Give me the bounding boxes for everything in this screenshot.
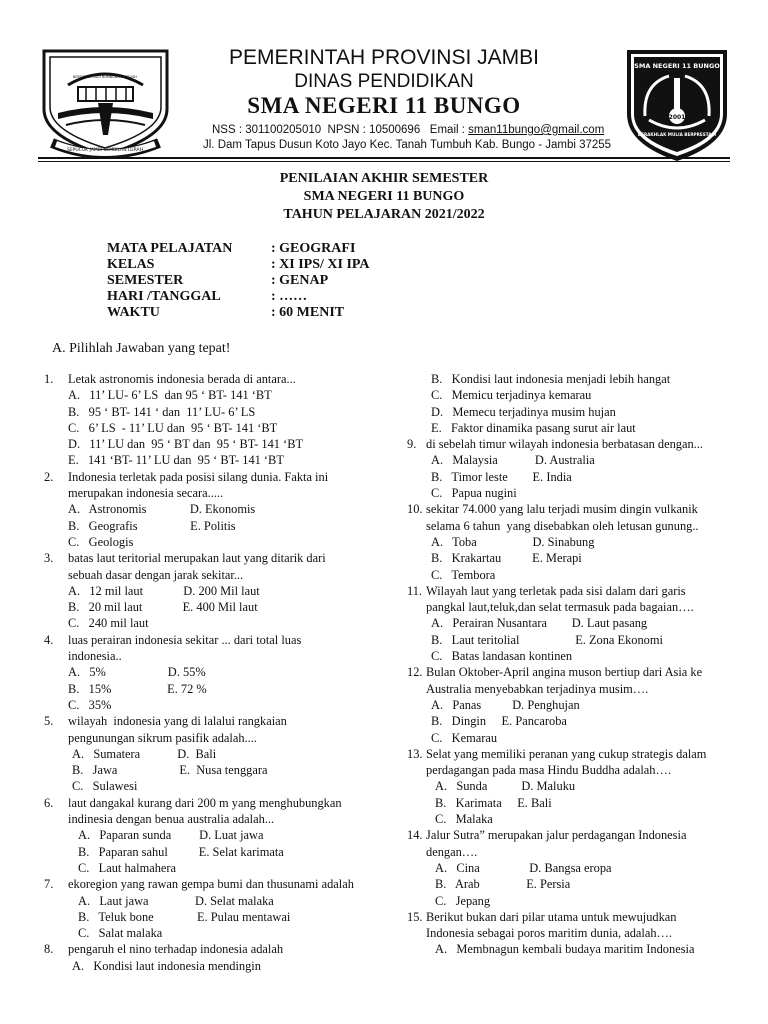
- line-text: A. Sumatera D. Bali: [72, 746, 217, 761]
- line-text: C. Kemarau: [431, 730, 498, 745]
- line-text: C. Salat malaka: [78, 926, 163, 941]
- line-text: B. Kondisi laut indonesia menjadi lebih hangat: [431, 372, 671, 386]
- exam-school: SMA NEGERI 11 BUNGO: [303, 189, 465, 204]
- crest-caption-text: BERSANSIK DATI BUMBUNG BERTUAH: [73, 75, 137, 79]
- question-number: 9.: [407, 437, 417, 452]
- line-text: Jalur Sutra” merupakan jalur perdagangan Indonesia: [426, 828, 687, 843]
- answer-line: [407, 778, 747, 794]
- question-line: [407, 909, 747, 925]
- question-line: [44, 713, 384, 729]
- answer-line: [44, 387, 384, 403]
- answer-line: [407, 713, 747, 729]
- answer-line: [44, 909, 384, 925]
- answer-line: [44, 436, 384, 452]
- line-text: A. Toba D. Sinabung: [431, 534, 595, 549]
- line-text: batas laut teritorial merupakan laut yang ditarik dari: [68, 551, 326, 566]
- meta-row: [107, 273, 370, 289]
- line-text: D. 11’ LU dan 95 ‘ BT dan 95 ‘ BT- 141 ‘BT: [68, 437, 304, 452]
- answer-line: [44, 599, 384, 615]
- meta-key: SEMESTER: [107, 273, 184, 288]
- line-text: di sebelah timur wilayah indonesia berbatasan dengan...: [426, 437, 703, 452]
- emblem-title-text: SMA NEGERI 11 BUNGO: [634, 62, 720, 70]
- meta-row: [107, 289, 370, 305]
- question-line: [44, 876, 384, 892]
- question-number: 6.: [44, 795, 54, 810]
- line-text: E. Faktor dinamika pasang surut air laut: [431, 420, 636, 435]
- line-text: dengan….: [426, 844, 478, 859]
- line-text: E. 141 ‘BT- 11’ LU dan 95 ‘ BT- 141 ‘BT: [68, 453, 284, 468]
- question-line: [407, 746, 747, 762]
- question-number: 11.: [407, 583, 423, 598]
- line-text: luas perairan indonesia sekitar ... dari total luas: [68, 632, 302, 647]
- meta-value: : GENAP: [271, 273, 329, 288]
- answer-line: [407, 567, 747, 583]
- question-number: 7.: [44, 877, 54, 892]
- question-line: [407, 827, 747, 843]
- answer-line: [44, 762, 384, 778]
- line-text: C. Sulawesi: [72, 779, 138, 794]
- answer-line: [44, 583, 384, 599]
- line-text: indonesia..: [68, 649, 122, 664]
- line-text: Berikut bukan dari pilar utama untuk mewujudkan: [426, 909, 677, 924]
- answer-line: [44, 567, 384, 583]
- question-number: 14.: [407, 828, 423, 843]
- answer-line: [44, 420, 384, 436]
- line-text: C. Malaka: [435, 812, 493, 827]
- crest-motto-text: SEPUCUK JAMBI SEMBILAN LURAH: [66, 148, 144, 153]
- answer-line: [407, 844, 747, 860]
- answer-line: [407, 518, 747, 534]
- line-text: B. Laut teritolial E. Zona Ekonomi: [431, 632, 663, 647]
- section-instruction: A. Pilihlah Jawaban yang tepat!: [52, 341, 231, 356]
- question-number: 3.: [44, 551, 54, 566]
- question-number: 10.: [407, 502, 423, 517]
- line-text: C. 35%: [68, 697, 112, 712]
- line-text: B. Krakartau E. Merapi: [431, 551, 582, 566]
- exam-year: TAHUN PELAJARAN 2021/2022: [283, 207, 485, 222]
- line-text: A. Panas D. Penghujan: [431, 697, 580, 712]
- meta-key: WAKTU: [107, 305, 160, 320]
- answer-line: [44, 664, 384, 680]
- line-text: A. Paparan sunda D. Luat jawa: [78, 828, 264, 843]
- line-text: sekitar 74.000 yang lalu terjadi musim dingin vulkanik: [426, 502, 698, 517]
- question-line: [44, 371, 384, 387]
- line-text: selama 6 tahun yang disebabkan oleh letusan gunung..: [426, 518, 699, 533]
- contact-ids: NSS : 301100205010 NPSN : 10500696 Email :: [212, 124, 469, 136]
- question-line: [44, 550, 384, 566]
- answer-line: [407, 420, 747, 436]
- line-text: Australia menyebabkan terjadinya musim….: [426, 681, 649, 696]
- header-government: PEMERINTAH PROVINSI JAMBI: [229, 46, 539, 69]
- answer-line: [407, 648, 747, 664]
- question-number: 13.: [407, 746, 423, 761]
- question-number: 8.: [44, 942, 54, 957]
- question-line: [407, 664, 747, 680]
- line-text: C. 6’ LS - 11’ LU dan 95 ‘ BT- 141 ‘BT: [68, 420, 278, 435]
- line-text: A. Perairan Nusantara D. Laut pasang: [431, 616, 648, 631]
- answer-line: [44, 452, 384, 468]
- meta-row: [107, 257, 370, 273]
- line-text: A. Cina D. Bangsa eropa: [435, 860, 612, 875]
- line-text: A. Malaysia D. Australia: [431, 453, 595, 468]
- line-text: A. 11’ LU- 6’ LS dan 95 ‘ BT- 141 ‘BT: [68, 388, 272, 403]
- line-text: B. Karimata E. Bali: [435, 795, 552, 810]
- answer-line: [407, 452, 747, 468]
- header-department: DINAS PENDIDIKAN: [294, 71, 474, 92]
- line-text: C. Jepang: [435, 893, 491, 908]
- answer-line: [44, 811, 384, 827]
- question-line: [44, 469, 384, 485]
- meta-row: [107, 305, 370, 321]
- line-text: Indonesia terletak pada posisi silang dunia. Fakta ini: [68, 469, 329, 484]
- answer-line: [44, 778, 384, 794]
- line-text: A. 5% D. 55%: [68, 665, 206, 680]
- line-text: C. 240 mil laut: [68, 616, 149, 631]
- line-text: A. Sunda D. Maluku: [435, 779, 576, 794]
- line-text: wilayah indonesia yang di lalalui rangkaian: [68, 714, 287, 729]
- line-text: A. Membnagun kembali budaya maritim Indonesia: [435, 942, 695, 957]
- meta-row: [107, 241, 370, 257]
- line-text: Letak astronomis indonesia berada di antara...: [68, 372, 296, 386]
- line-text: B. Arab E. Persia: [435, 877, 571, 892]
- line-text: B. 95 ‘ BT- 141 ‘ dan 11’ LU- 6’ LS: [68, 404, 256, 419]
- answer-line: [407, 387, 747, 403]
- line-text: C. Tembora: [431, 567, 496, 582]
- meta-value: : GEOGRAFI: [271, 241, 356, 256]
- header-divider-thin: [38, 161, 730, 162]
- question-number: 2.: [44, 469, 54, 484]
- line-text: pangkal laut,teluk,dan selat termasuk pada bagaian….: [426, 600, 694, 615]
- answer-line: [407, 893, 747, 909]
- line-text: A. 12 mil laut D. 200 Mil laut: [68, 583, 260, 598]
- answer-line: [407, 371, 747, 387]
- meta-value: : XI IPS/ XI IPA: [271, 257, 370, 272]
- answer-line: [407, 615, 747, 631]
- question-line: [44, 795, 384, 811]
- answer-line: [407, 941, 747, 957]
- question-line: [407, 436, 747, 452]
- answer-line: [44, 893, 384, 909]
- header-address: Jl. Dam Tapus Dusun Koto Jayo Kec. Tanah Tumbuh Kab. Bungo - Jambi 37255: [203, 139, 612, 151]
- line-text: D. Memecu terjadinya musim hujan: [431, 404, 616, 419]
- line-text: Selat yang memiliki peranan yang cukup strategis dalam: [426, 746, 707, 761]
- question-line: [44, 632, 384, 648]
- line-text: C. Papua nugini: [431, 486, 517, 501]
- line-text: perdagangan pada masa Hindu Buddha adalah….: [426, 763, 671, 778]
- questions-left-column: [44, 371, 384, 974]
- question-line: [407, 583, 747, 599]
- questions-right-column: [407, 371, 747, 958]
- answer-line: [407, 811, 747, 827]
- exam-title: PENILAIAN AKHIR SEMESTER: [279, 171, 489, 186]
- contact-email-link[interactable]: sman11bungo@gmail.com: [468, 124, 605, 136]
- answer-line: [44, 501, 384, 517]
- meta-value: : 60 MENIT: [271, 305, 345, 320]
- answer-line: [407, 925, 747, 941]
- answer-line: [44, 746, 384, 762]
- line-text: B. Teluk bone E. Pulau mentawai: [78, 909, 291, 924]
- answer-line: [407, 762, 747, 778]
- line-text: sebuah dasar dengan jarak sekitar...: [68, 567, 244, 582]
- line-text: B. Jawa E. Nusa tenggara: [72, 763, 268, 778]
- question-number: 5.: [44, 714, 54, 729]
- answer-line: [407, 697, 747, 713]
- answer-line: [44, 648, 384, 664]
- line-text: A. Astronomis D. Ekonomis: [68, 502, 256, 517]
- line-text: Indonesia sebagai poros maritim dunia, adalah….: [426, 926, 673, 941]
- meta-key: MATA PELAJATAN: [107, 241, 233, 256]
- line-text: Wilayah laut yang terletak pada sisi dalam dari garis: [426, 583, 686, 598]
- answer-line: [44, 404, 384, 420]
- line-text: B. 20 mil laut E. 400 Mil laut: [68, 600, 258, 615]
- answer-line: [407, 795, 747, 811]
- question-line: [407, 501, 747, 517]
- answer-line: [407, 485, 747, 501]
- answer-line: [44, 844, 384, 860]
- answer-line: [44, 925, 384, 941]
- line-text: B. Geografis E. Politis: [68, 518, 236, 533]
- header-contact: [212, 124, 604, 136]
- answer-line: [407, 876, 747, 892]
- question-number: 12.: [407, 665, 423, 680]
- line-text: A. Laut jawa D. Selat malaka: [78, 893, 274, 908]
- question-number: 4.: [44, 632, 54, 647]
- line-text: C. Laut halmahera: [78, 860, 177, 875]
- line-text: laut dangakal kurang dari 200 m yang menghubungkan: [68, 795, 342, 810]
- answer-line: [44, 697, 384, 713]
- line-text: merupakan indonesia secara.....: [68, 486, 224, 501]
- answer-line: [44, 681, 384, 697]
- line-text: B. 15% E. 72 %: [68, 681, 207, 696]
- line-text: C. Geologis: [68, 534, 134, 549]
- line-text: ekoregion yang rawan gempa bumi dan thusunami adalah: [68, 877, 354, 892]
- line-text: C. Memicu terjadinya kemarau: [431, 388, 592, 403]
- answer-line: [44, 958, 384, 974]
- question-number: 1.: [44, 372, 54, 386]
- header-divider: [38, 157, 730, 159]
- answer-line: [407, 534, 747, 550]
- line-text: pengunungan sikrum pasifik adalah....: [68, 730, 257, 745]
- answer-line: [407, 404, 747, 420]
- line-text: C. Batas landasan kontinen: [431, 649, 573, 664]
- exam-meta-table: [107, 241, 370, 321]
- answer-line: [407, 632, 747, 648]
- line-text: B. Dingin E. Pancaroba: [431, 714, 567, 729]
- line-text: Bulan Oktober-April angina muson bertiup dari Asia ke: [426, 665, 703, 680]
- answer-line: [44, 518, 384, 534]
- emblem-year-text: 2001: [668, 114, 686, 121]
- answer-line: [44, 534, 384, 550]
- question-number: 15.: [407, 909, 423, 924]
- emblem-motto-text: BERAKHLAK MULIA BERPRESTASI: [637, 132, 717, 137]
- line-text: pengaruh el nino terhadap indonesia adalah: [68, 942, 284, 957]
- answer-line: [407, 730, 747, 746]
- answer-line: [407, 469, 747, 485]
- answer-line: [407, 860, 747, 876]
- answer-line: [407, 681, 747, 697]
- answer-line: [407, 550, 747, 566]
- meta-key: KELAS: [107, 257, 155, 272]
- answer-line: [44, 860, 384, 876]
- answer-line: [407, 599, 747, 615]
- answer-line: [44, 615, 384, 631]
- line-text: indinesia dengan benua australia adalah...: [68, 812, 275, 827]
- line-text: B. Timor leste E. India: [431, 469, 572, 484]
- question-line: [44, 941, 384, 957]
- line-text: A. Kondisi laut indonesia mendingin: [72, 958, 261, 973]
- meta-value: : ……: [271, 289, 308, 304]
- line-text: B. Paparan sahul E. Selat karimata: [78, 844, 284, 859]
- answer-line: [44, 485, 384, 501]
- answer-line: [44, 730, 384, 746]
- header-school-name: SMA NEGERI 11 BUNGO: [247, 93, 521, 118]
- meta-key: HARI /TANGGAL: [107, 289, 221, 304]
- answer-line: [44, 827, 384, 843]
